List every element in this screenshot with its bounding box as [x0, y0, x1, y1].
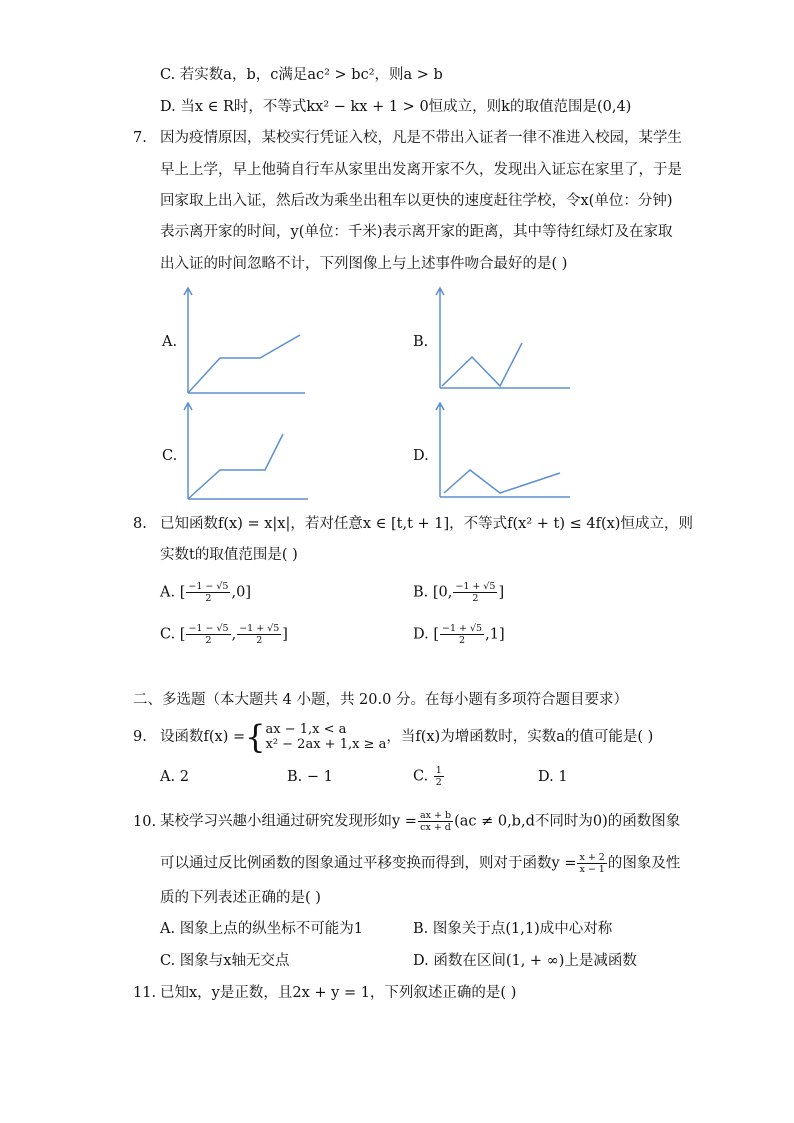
q7-option-b-label: B. [413, 334, 429, 350]
q9-number: 9. [133, 729, 147, 745]
section-2-heading: 二、多选题（本大题共 4 小题，共 20.0 分。在每小题有多项符合题目要求） [133, 692, 628, 708]
q8-number: 8. [133, 516, 147, 532]
q7-line-1: 因为疫情原因，某校实行凭证入校，凡是不带出入证者一律不准进入校园，某学生 [160, 130, 682, 146]
q10-option-a: A. 图象上点的纵坐标不可能为1 [160, 921, 363, 937]
q10-option-d: D. 函数在区间(1, + ∞)上是减函数 [413, 953, 637, 969]
q8-option-a: A. [ $\frac{-1 - √5}{2}$ ,0] [160, 581, 251, 604]
q7-line-5: 出入证的时间忽略不计，下列图像上与上述事件吻合最好的是( ) [160, 256, 568, 272]
q7-line-4: 表示离开家的时间，y(单位：千米)表示离开家的距离，其中等待红绿灯及在家取 [160, 224, 673, 240]
q7-graph-a [180, 285, 310, 400]
graph-line [188, 358, 220, 393]
graph-line [442, 343, 522, 386]
q7-graph-d [432, 400, 572, 505]
q6-option-c: C. 若实数a，b，c满足ac² > bc²，则a > b [160, 67, 443, 83]
q7-graph-b [432, 285, 572, 395]
q10-line-2: 可以通过反比例函数的图象通过平移变换而得到，则对于函数y = $\frac{x + 2}{x - 1}$ 的图象及性 [160, 852, 681, 875]
q6-option-d: D. 当x ∈ R时，不等式kx² − kx + 1 > 0恒成立，则k的取值范围是(0,4) [160, 99, 632, 115]
q10-option-c: C. 图象与x轴无交点 [160, 953, 290, 969]
q7-line-2: 早上上学，早上他骑自行车从家里出发离开家不久，发现出入证忘在家里了，于是 [160, 162, 682, 178]
q7-option-a-label: A. [162, 334, 178, 350]
q7-option-d-label: D. [413, 448, 429, 464]
q7-line-3: 回家取上出入证，然后改为乘坐出租车以更快的速度赶往学校，令x(单位：分钟) [160, 193, 673, 209]
q10-line-3: 质的下列表述正确的是( ) [160, 890, 321, 906]
q7-graph-c [180, 400, 310, 505]
graph-line [188, 434, 283, 499]
q7-number: 7. [133, 130, 147, 146]
q8-option-d: D. [ $\frac{-1 + √5}{2}$ ,1] [413, 623, 505, 646]
q7-option-c-label: C. [162, 448, 178, 464]
q10-line-1: 某校学习兴趣小组通过研究发现形如y = $\frac{ax + b}{cx + d}$ (ac ≠ 0,b,d不同时为0)的函数图象 [160, 810, 681, 833]
q11-stem: 已知x，y是正数，且2x + y = 1，下列叙述正确的是( ) [160, 985, 517, 1001]
q10-option-b: B. 图象关于点(1,1)成中心对称 [413, 921, 613, 937]
q9-option-c: C. $\frac{1}{2}$ [413, 765, 442, 788]
q10-number: 10. [133, 814, 157, 830]
q11-number: 11. [133, 985, 157, 1001]
graph-line [220, 335, 300, 358]
q8-line-2: 实数t的取值范围是( ) [160, 547, 298, 563]
q9-option-b: B. − 1 [287, 769, 333, 785]
graph-line [444, 470, 560, 493]
q8-option-c: C. [ $\frac{-1 - √5}{2}$ , $\frac{-1 + √5}{2}$ ] [160, 623, 288, 646]
q9-option-a: A. 2 [160, 769, 189, 785]
q8-line-1: 已知函数f(x) = x|x|，若对任意x ∈ [t,t + 1]，不等式f(x² + t) ≤ 4f(x)恒成立，则 [160, 516, 693, 532]
q8-option-b: B. [0, $\frac{-1 + √5}{2}$ ] [413, 581, 505, 604]
q9-option-d: D. 1 [538, 769, 568, 785]
q9-stem: 设函数f(x) ={ ax − 1,x < a x² − 2ax + 1,x ≥ a ，当f(x)为增函数时，实数a的值可能是( ) [160, 718, 654, 756]
